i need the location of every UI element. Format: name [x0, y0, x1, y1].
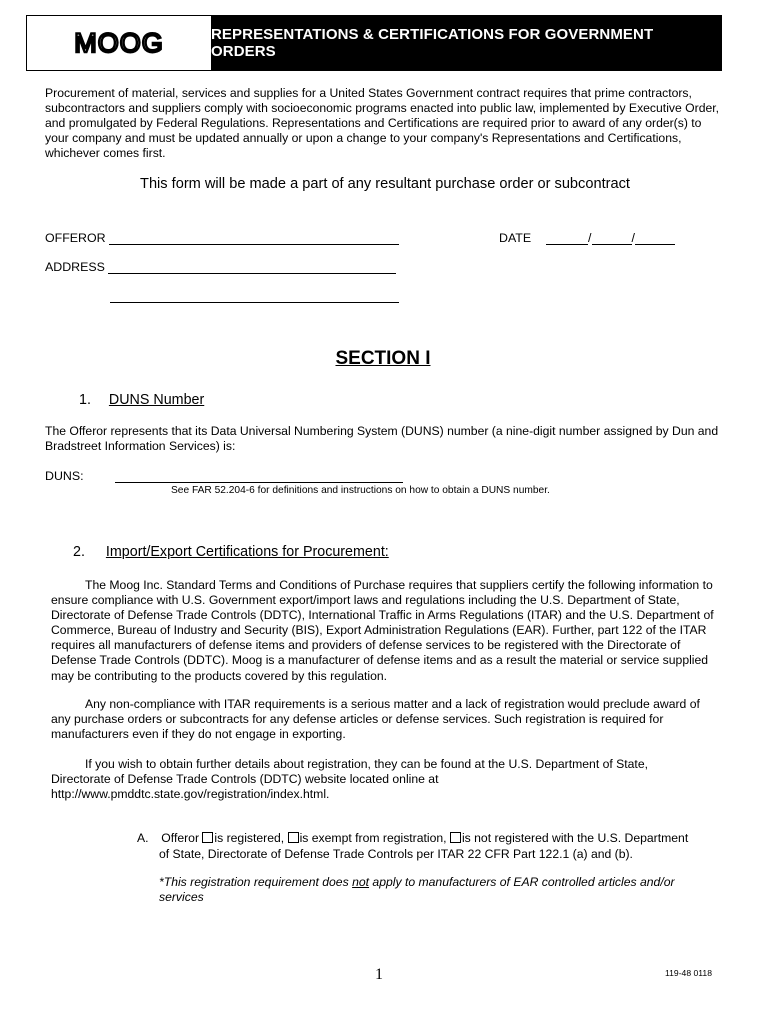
page-number: 1 [375, 966, 383, 983]
date-month-line[interactable] [546, 233, 588, 245]
duns-label: DUNS: [45, 469, 84, 483]
duns-note: See FAR 52.204-6 for definitions and instructions on how to obtain a DUNS number. [171, 485, 550, 496]
item2-number: 2. [73, 544, 85, 560]
option-a-letter: A. [137, 831, 149, 845]
option-a-note [159, 875, 719, 905]
date-separator: / [631, 231, 635, 245]
section-title: SECTION I [335, 348, 431, 369]
address-field [45, 260, 396, 274]
offeror-label: OFFEROR [45, 231, 106, 245]
date-day-line[interactable] [592, 233, 632, 245]
not-registered-checkbox[interactable] [450, 832, 461, 843]
address-input-line-1[interactable] [108, 262, 396, 274]
offeror-field [45, 231, 399, 245]
document-number: 119-48 0118 [665, 968, 712, 978]
item2-paragraph-1: The Moog Inc. Standard Terms and Conditions of Purchase requires that suppliers certify the following information to ensure compliance with U.S. Government export/import laws and regulations including the U.S. Department of State, Directorate of Defense Trade Controls (DDTC), International Traffic in Arms Regulations (ITAR) and the U.S. Department of Commerce, Bureau of Industry and Security (BIS), Export Administration Regulations (EAR). Further, part 122 of the ITAR requires all manufacturers of defense items and providers of defense services to be registered with the Directorate of Defense Trade Controls (DDTC). Moog is a manufacturer of defense items and as a result the material or service supplied may be contributing to the products covered by this regulation. [51, 578, 714, 683]
item2-paragraph-3: If you wish to obtain further details about registration, they can be found at the U.S. Department of State, Directorate of Defense Trade Controls (DDTC) website located online at http://www.pmddtc.state.gov/registration/index.html. [51, 757, 648, 802]
form-header [26, 15, 722, 71]
moog-logo [27, 16, 211, 70]
option-a-line2: of State, Directorate of Defense Trade Controls per ITAR 22 CFR Part 122.1 (a) and (b). [159, 847, 633, 861]
exempt-checkbox[interactable] [288, 832, 299, 843]
item1-number: 1. [79, 392, 91, 408]
form-title: REPRESENTATIONS & CERTIFICATIONS FOR GOVERNMENT ORDERS [211, 16, 721, 70]
date-field [499, 231, 675, 245]
duns-input-line[interactable] [115, 470, 403, 483]
item1-heading [79, 392, 204, 408]
option-a-prefix: Offeror [161, 831, 200, 845]
exempt-label: is exempt from registration, [299, 831, 447, 845]
note-suffix: apply to manufacturers of EAR controlled articles and/or services [159, 875, 675, 905]
item1-label: DUNS Number [108, 392, 205, 408]
item2-label: Import/Export Certifications for Procurement: [105, 544, 389, 560]
duns-field [45, 469, 84, 483]
note-prefix: *This registration requirement does [159, 875, 349, 889]
moog-logo-graphic [44, 30, 194, 56]
address-input-line-2[interactable] [110, 291, 399, 303]
date-year-line[interactable] [635, 233, 675, 245]
not-registered-label: is not registered with the U.S. Department [461, 831, 689, 845]
registered-label: is registered, [214, 831, 285, 845]
intro-paragraph: Procurement of material, services and supplies for a United States Government contract requires that prime contractors, subcontractors and suppliers comply with socioeconomic programs enacted into public law, implemented by Executive Order, and promulgated by Federal Regulations. Representations and Certifications are required prior to award of any order(s) to your company and must be updated annually or upon a change to your company's Representations and Certifications, whichever comes first. [45, 86, 720, 161]
offeror-input-line[interactable] [109, 233, 399, 245]
item2-paragraph-2: Any non-compliance with ITAR requirements is a serious matter and a lack of registration would preclude award of any purchase orders or subcontracts for any defense articles or defense services. Such registration is required for manufacturers even if they do not engage in exporting. [51, 697, 700, 742]
note-not: not [352, 875, 370, 889]
date-label: DATE [499, 231, 532, 245]
registered-checkbox[interactable] [202, 832, 213, 843]
date-separator: / [588, 231, 592, 245]
address-label: ADDRESS [45, 260, 105, 274]
item2-heading [73, 544, 389, 560]
item1-text: The Offeror represents that its Data Universal Numbering System (DUNS) number (a nine-digit number assigned by Dun and Bradstreet Information Services) is: [45, 424, 719, 454]
form-notice: This form will be made a part of any resultant purchase order or subcontract [140, 176, 630, 192]
logo-text: MOOG [74, 30, 164, 56]
option-a [137, 831, 727, 846]
